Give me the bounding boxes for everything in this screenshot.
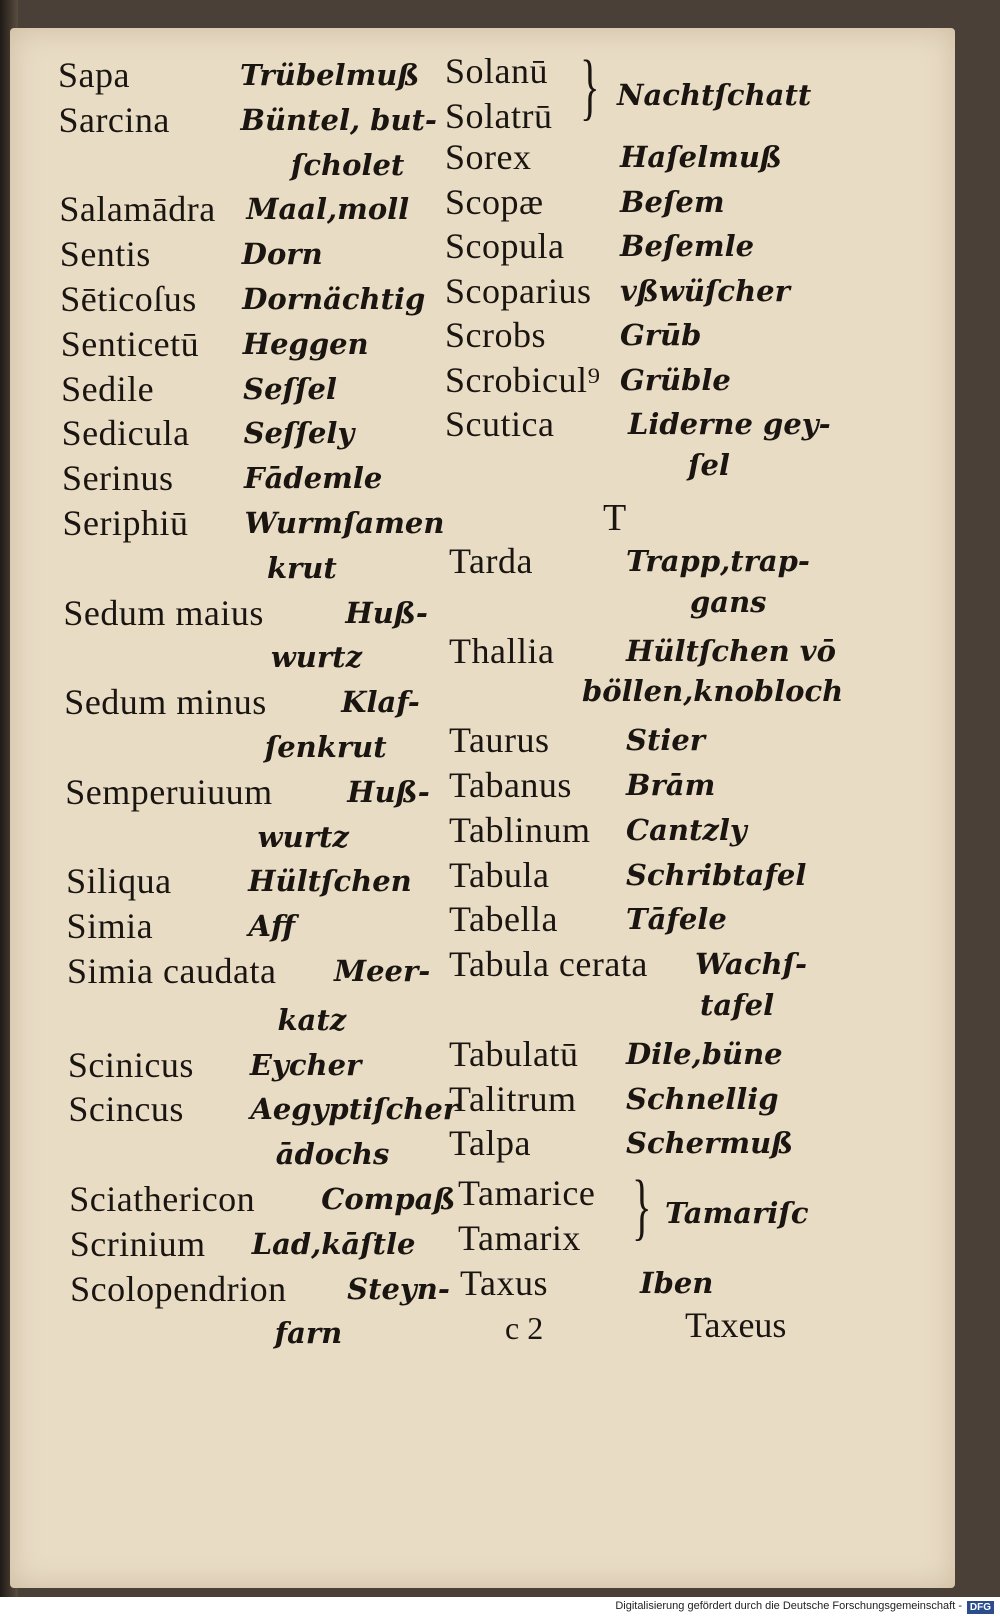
latin-term: Scoparius [445,270,592,311]
latin-term: Scopula [445,226,565,266]
latin-term: Solanū [445,51,549,91]
latin-term: Solatrū [445,96,553,136]
german-translation: Wurmſamen [244,506,445,540]
german-translation: Dile,büne [626,1036,783,1071]
latin-term: Scolopendrion [70,1268,287,1309]
german-translation: Tamariſc [665,1196,809,1230]
german-translation-continued: böllen,knobloch [582,674,844,709]
latin-term: Seriphiū [62,503,189,543]
german-translation: Seſſely [243,416,355,451]
latin-term: Senticetū [60,323,200,364]
latin-term: Thallia [449,630,555,671]
german-translation: Compaß [321,1182,456,1216]
german-translation-continued: krut [266,550,337,585]
latin-term: Tabanus [449,765,572,805]
german-translation-continued: wurtz [270,640,363,675]
german-translation: Heggen [242,326,369,361]
latin-term: Tamarice [458,1173,596,1213]
german-translation: Hültſchen [248,864,412,899]
latin-term: Sedicula [61,413,190,454]
latin-term: Scrobs [445,315,546,355]
german-translation: Meer- [334,954,431,988]
german-translation: Schribtafel [626,857,807,892]
latin-term: Sorex [445,137,532,177]
german-translation: vßwüſcher [620,273,790,308]
latin-term: Sedum maius [63,592,264,633]
german-translation: Brām [626,768,716,802]
german-translation: Beſem [620,184,725,219]
german-translation: Seſſel [243,371,337,406]
german-translation: Büntel, but- [240,102,437,137]
latin-term: Taurus [449,720,550,761]
german-translation: Grūb [620,318,702,352]
german-translation: Fādemle [244,461,383,496]
german-translation-continued: ſcholet [290,147,405,182]
german-translation: Dorn [241,237,323,272]
section-letter: T [603,497,627,539]
latin-term: Sapa [58,55,130,95]
german-translation: Schermuß [626,1126,794,1161]
german-translation-continued: tafel [700,988,775,1022]
latin-term: Tarda [449,541,533,581]
german-translation: Trübelmuß [240,58,420,92]
german-translation: Cantzly [626,812,747,847]
german-translation: Schnellig [626,1081,779,1116]
latin-term: Tabella [449,899,558,940]
german-translation-continued: farn [274,1316,343,1351]
latin-term: Simia [66,906,154,947]
brace-icon: } [580,46,600,128]
latin-term: Sentis [59,234,151,275]
latin-term: Sarcina [58,99,170,140]
german-translation: Lad,kāſtle [251,1226,416,1261]
german-translation: Wachſ- [695,947,808,982]
latin-term: Sēticoſus [60,279,197,319]
latin-term: Scutica [445,404,555,444]
german-translation: Liderne gey- [628,407,831,441]
german-translation: Trapp,trap- [626,544,810,578]
latin-term: Talitrum [449,1078,577,1119]
german-translation: Haſelmuß [620,140,782,174]
latin-term: Serinus [62,458,174,499]
german-translation: Aff [248,909,296,944]
latin-term: Sedile [61,368,155,409]
german-translation: Klaf- [341,685,420,720]
latin-term: Talpa [449,1123,531,1164]
latin-term: Scopæ [445,181,544,222]
german-translation-continued: wurtz [257,819,349,854]
latin-term: Scinicus [67,1044,194,1085]
german-translation-continued: ſenkrut [264,730,387,764]
latin-term: Scincus [68,1089,184,1130]
dfg-logo: DFG [967,1601,994,1614]
german-translation-continued: gans [690,584,767,619]
german-translation: Nachtſchatt [617,78,812,112]
signature-mark: c 2 [505,1310,544,1346]
latin-term: Tablinum [449,809,591,850]
latin-term: Taxus [460,1263,548,1303]
latin-term: Tabula cerata [449,944,648,985]
latin-term: Salamādra [59,189,216,230]
catchword: Taxeus [685,1305,787,1345]
footer-credit: Digitalisierung gefördert durch die Deutsche Forschungsgemeinschaft - [615,1600,962,1612]
german-translation-continued: ſel [688,447,730,482]
german-translation-continued: ādochs [275,1137,390,1172]
latin-term: Tamarix [458,1218,581,1258]
german-translation: Maal,moll [246,192,410,227]
german-translation: Huß- [345,595,428,630]
german-translation: Hültſchen vō [626,633,836,668]
brace-icon: } [632,1166,652,1248]
latin-term: Siliqua [66,861,172,902]
german-translation-continued: katz [277,1002,347,1037]
latin-term: Tabulatū [449,1033,579,1074]
german-translation: Aegyptiſcher [250,1092,459,1127]
latin-term: Tabula [449,854,550,895]
german-translation: Steyn- [347,1271,450,1306]
latin-term: Simia caudata [67,951,277,991]
german-translation: Iben [640,1266,714,1300]
german-translation: Beſemle [620,229,755,263]
latin-term: Sedum minus [64,682,267,723]
latin-term: Scrinium [69,1223,206,1264]
german-translation: Dornächtig [242,282,426,316]
german-translation: Tāfele [626,902,727,937]
latin-term: Scrobicul⁹ [445,359,601,400]
german-translation: Huß- [347,774,430,809]
latin-term: Semperuiuum [65,771,273,812]
german-translation: Grüble [620,362,731,397]
german-translation: Eycher [249,1047,362,1082]
latin-term: Sciathericon [69,1179,256,1219]
german-translation: Stier [626,723,706,758]
